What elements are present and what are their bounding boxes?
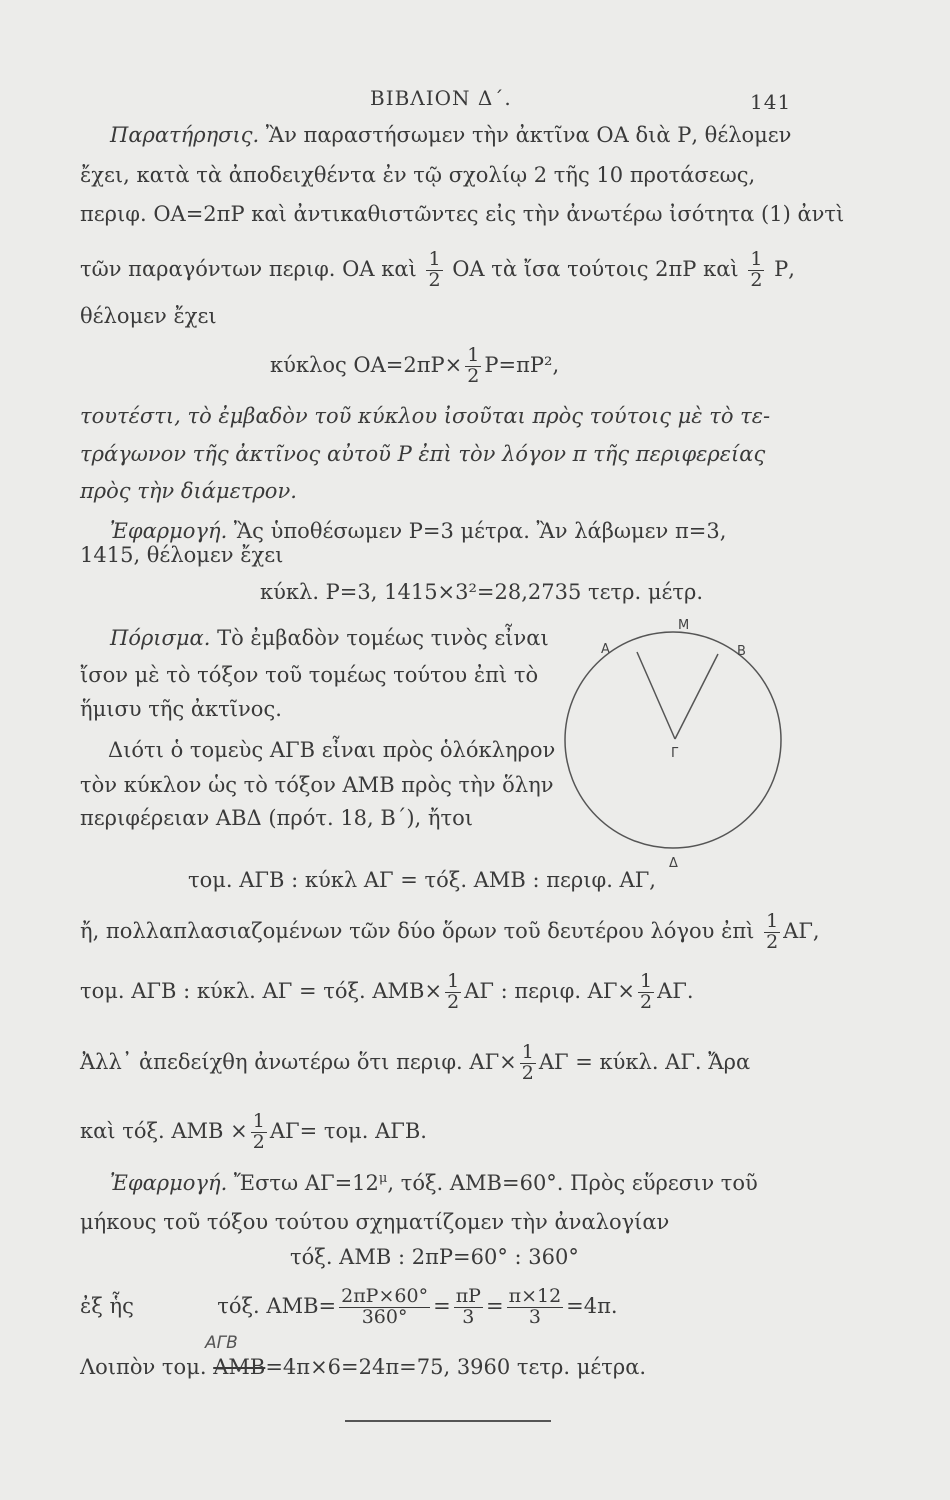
- fraction-denominator: 2: [521, 1061, 534, 1084]
- text-span: ἤ, πολλαπλασιαζομένων τῶν δύο ὅρων τοῦ δευτέρου λόγου ἐπὶ: [80, 918, 755, 943]
- text-span: ΑΓ= τομ. ΑΓΒ.: [269, 1118, 427, 1143]
- text-span: =4π.: [566, 1293, 618, 1318]
- radius-line-a: [637, 652, 675, 739]
- text-line: τὸν κύκλον ὡς τὸ τόξον ΑΜΒ πρὸς τὴν ὅλην: [80, 773, 554, 797]
- fraction-half: [764, 912, 780, 953]
- text-line: περιφέρειαν ΑΒΔ (πρότ. 18, Β΄), ἤτοι: [80, 806, 473, 830]
- text-line: [110, 125, 791, 146]
- label-point-g: Γ: [671, 746, 679, 761]
- fraction-denominator: 3: [462, 1305, 475, 1328]
- fraction-numerator: 1: [252, 1110, 265, 1132]
- text-line: [110, 628, 549, 649]
- text-span: ΑΓ.: [657, 978, 694, 1003]
- fraction-half: [445, 972, 461, 1013]
- text-line: περιφ. ΟΑ=2πΡ καὶ ἀντικαθιστῶντες εἰς τὴν ἀνωτέρω ἰσότητα (1) ἀντὶ: [80, 202, 845, 226]
- text-span: , τόξ. ΑΜΒ=60°. Πρὸς εὕρεσιν τοῦ: [387, 1171, 758, 1195]
- heading-corollary: Πόρισμα.: [110, 626, 211, 650]
- text-line: [80, 1043, 750, 1084]
- fraction-half: [638, 972, 654, 1013]
- fraction-numerator: 1: [766, 910, 779, 932]
- text-span: κύκλος ΟΑ=2πΡ×: [270, 352, 463, 377]
- text-span: ΑΓ : περιφ. ΑΓ×: [464, 978, 635, 1003]
- running-header: ΒΙΒΛΙΟΝ Δ΄.: [370, 86, 512, 110]
- text-span: Ἔστω ΑΓ=12: [227, 1171, 379, 1195]
- fraction-numerator: 1: [467, 344, 480, 366]
- text-span: Τὸ ἐμβαδὸν τομέως τινὸς εἶναι: [210, 626, 549, 650]
- text-span: τόξ. ΑΜΒ=: [217, 1293, 337, 1318]
- fraction-numerator: πΡ: [455, 1285, 481, 1307]
- text-span: =: [433, 1293, 451, 1318]
- label-point-b: Β: [737, 644, 746, 659]
- circle-outline: [565, 632, 781, 848]
- text-line: πρὸς τὴν διάμετρον.: [80, 479, 297, 503]
- text-line: τουτέστι, τὸ ἐμβαδὸν τοῦ κύκλου ἰσοῦται πρὸς τούτοις μὲ τὸ τε-: [80, 404, 771, 428]
- text-span: Ἂς ὑποθέσωμεν Ρ=3 μέτρα. Ἂν λάβωμεν π=3,: [227, 519, 727, 543]
- text-line: τράγωνον τῆς ἀκτῖνος αὐτοῦ Ρ ἐπὶ τὸν λόγον π τῆς περιφερείας: [80, 442, 766, 466]
- end-rule: [345, 1420, 551, 1422]
- formula-circle-area: [270, 346, 559, 387]
- fraction-pr-over-3: [454, 1287, 483, 1328]
- text-line: ἔχει, κατὰ τὰ ἀποδειχθέντα ἐν τῷ σχολίῳ 2 τῆς 10 προτάσεως,: [80, 163, 756, 187]
- text-span: τομ. ΑΓΒ : κύκλ. ΑΓ = τόξ. ΑΜΒ×: [80, 978, 443, 1003]
- text-span: Ἂν παραστήσωμεν τὴν ἀκτῖνα ΟΑ διὰ Ρ, θέλομεν: [259, 123, 792, 147]
- text-line: [80, 250, 795, 291]
- fraction-half: [251, 1112, 267, 1153]
- text-line: [110, 1172, 758, 1194]
- fraction-numerator: 2πΡ×60°: [341, 1285, 429, 1307]
- struck-text: ΑΜΒ: [213, 1355, 266, 1379]
- fraction-denominator: 360°: [361, 1305, 408, 1328]
- text-span: ΟΑ τὰ ἴσα τούτοις 2πΡ καὶ: [452, 256, 739, 281]
- fraction-denominator: 2: [766, 930, 779, 953]
- text-span: =: [485, 1293, 504, 1318]
- formula-proportion-arc: τόξ. ΑΜΒ : 2πΡ=60° : 360°: [290, 1245, 579, 1269]
- label-point-d: Δ: [669, 856, 678, 871]
- text-line: ἴσον μὲ τὸ τόξον τοῦ τομέως τούτου ἐπὶ τὸ: [80, 663, 539, 687]
- text-line: [80, 1112, 427, 1153]
- text-span: ΑΓ = κύκλ. ΑΓ. Ἄρα: [538, 1049, 751, 1074]
- fraction-numerator: 1: [521, 1041, 534, 1063]
- fraction-p12-over-3: [507, 1287, 564, 1328]
- text-span: Ἀλλ᾽ ἀπεδείχθη ἀνωτέρω ὅτι περιφ. ΑΓ×: [80, 1049, 517, 1074]
- fraction-half: [748, 250, 764, 291]
- formula-proportion: τομ. ΑΓΒ : κύκλ ΑΓ = τόξ. ΑΜΒ : περιφ. ΑΓ,: [188, 868, 656, 892]
- fraction-half: [520, 1043, 536, 1084]
- fraction-numerator: 1: [750, 248, 763, 270]
- fraction-denominator: 2: [252, 1130, 265, 1153]
- formula-arc-length: [80, 1287, 618, 1328]
- formula-application: κύκλ. Ρ=3, 1415×3²=28,2735 τετρ. μέτρ.: [260, 580, 704, 604]
- fraction-half: [465, 346, 481, 387]
- text-span: Ρ=πΡ²,: [484, 352, 560, 377]
- sector-figure: [555, 615, 805, 875]
- label-point-a: Α: [601, 642, 610, 657]
- fraction-numerator: 1: [428, 248, 441, 270]
- radius-line-b: [675, 654, 718, 739]
- fraction-denominator: 2: [750, 268, 763, 291]
- fraction-denominator: 3: [528, 1305, 541, 1328]
- fraction-arc: [339, 1287, 430, 1328]
- fraction-numerator: 1: [447, 970, 460, 992]
- formula-sector-ratio: [80, 972, 694, 1013]
- page-number: 141: [750, 90, 792, 114]
- text-line: [110, 521, 726, 542]
- fraction-numerator: π×12: [508, 1285, 562, 1307]
- text-span: Λοιπὸν τομ.: [80, 1355, 207, 1379]
- fraction-denominator: 2: [447, 990, 460, 1013]
- label-point-m: Μ: [678, 618, 690, 633]
- text-span: καὶ τόξ. ΑΜΒ ×: [80, 1118, 248, 1143]
- text-line: [80, 912, 820, 953]
- fraction-denominator: 2: [467, 364, 480, 387]
- text-span: ΑΓ,: [783, 918, 820, 943]
- fraction-numerator: 1: [640, 970, 653, 992]
- heading-application: Ἐφαρμογή.: [110, 1171, 228, 1195]
- fraction-denominator: 2: [428, 268, 441, 291]
- text-line: Διότι ὁ τομεὺς ΑΓΒ εἶναι πρὸς ὁλόκληρον: [108, 738, 556, 762]
- handwritten-correction: ΑΓΒ: [205, 1333, 238, 1353]
- text-span: Ρ,: [774, 256, 795, 281]
- unit-superscript: μ: [378, 1171, 388, 1186]
- fraction-denominator: 2: [640, 990, 653, 1013]
- text-span: =4π×6=24π=75, 3960 τετρ. μέτρα.: [265, 1355, 647, 1379]
- text-span: τῶν παραγόντων περιφ. ΟΑ καὶ: [80, 256, 417, 281]
- heading-remark: Παρατήρησις.: [110, 123, 260, 147]
- text-span: ἐξ ἧς: [80, 1293, 134, 1318]
- text-line: μήκους τοῦ τόξου τούτου σχηματίζομεν τὴν ἀναλογίαν: [80, 1210, 670, 1234]
- fraction-half: [426, 250, 442, 291]
- heading-application: Ἐφαρμογή.: [110, 519, 228, 543]
- text-line: ἥμισυ τῆς ἀκτῖνος.: [80, 697, 282, 721]
- text-line: [80, 1357, 646, 1378]
- text-line: 1415, θέλομεν ἔχει: [80, 543, 284, 567]
- text-line: θέλομεν ἔχει: [80, 304, 217, 328]
